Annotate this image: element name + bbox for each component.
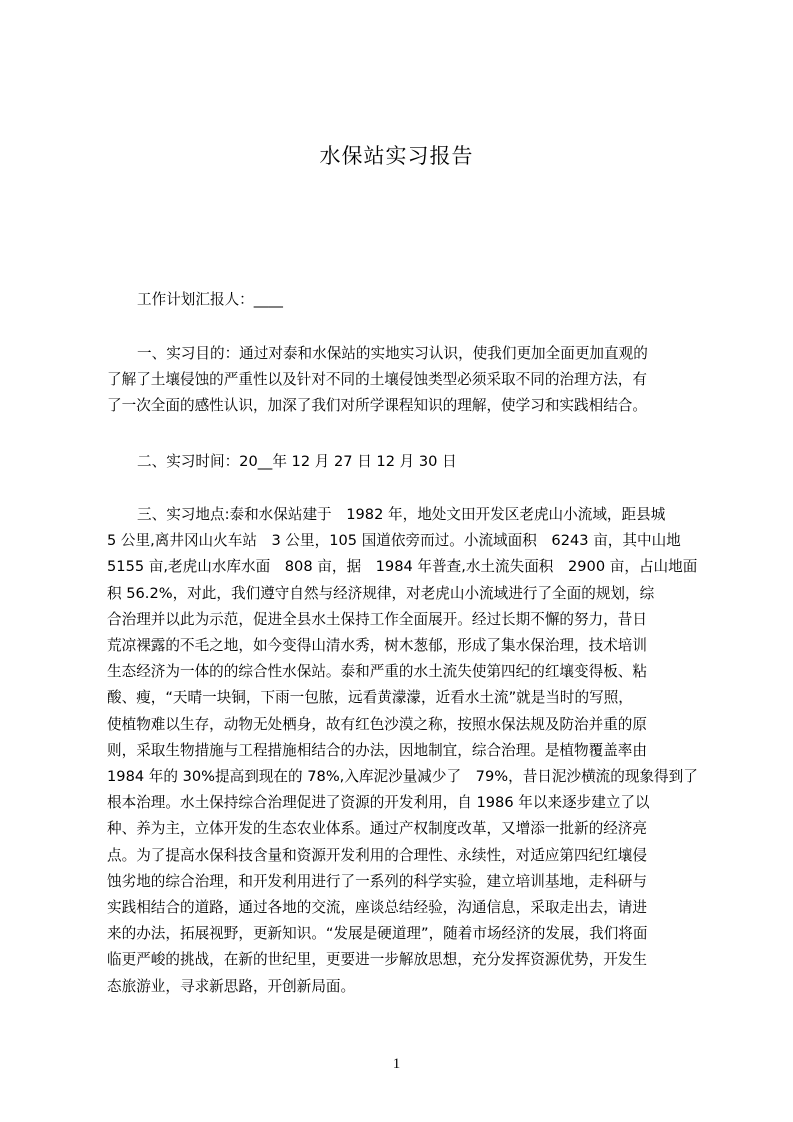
place-line: 使植物难以生存，动物无处栖身，故有红色沙漠之称，按照水保法规及防治并重的原 — [107, 715, 647, 733]
section-purpose — [107, 341, 707, 420]
place-line: 则，采取生物措施与工程措施相结合的办法，因地制宜，综合治理。是植物覆盖率由 — [107, 741, 647, 759]
page-number: 1 — [392, 1056, 401, 1072]
section-time — [107, 449, 707, 475]
reporter-line-text: 工作计划汇报人：____ — [137, 291, 283, 308]
purpose-line: 了一次全面的感性认识，加深了我们对所学课程知识的理解，使学习和实践相结合。 — [107, 397, 647, 415]
place-line: 酸、瘦，“天晴一块铜，下雨一包脓，远看黄濛濛，近看水土流”就是当时的写照， — [107, 689, 633, 707]
place-line: 5155 亩,老虎山水库水面 808 亩，据 1984 年普查,水土流失面积 2900 亩，占山地面 — [107, 558, 698, 576]
place-line: 1984 年的 30%提高到现在的 78%,入库泥沙量减少了 79%，昔日泥沙横流的现象得到了 — [107, 768, 698, 786]
place-line: 蚀劣地的综合治理，和开发利用进行了一系列的科学实验，建立培训基地，走科研与 — [107, 872, 647, 890]
document-title: 水保站实习报告 — [319, 144, 474, 168]
place-line: 临更严峻的挑战，在新的世纪里，更要进一步解放思想，充分发挥资源优势，开发生 — [107, 951, 647, 969]
place-line: 态旅游业，寻求新思路，开创新局面。 — [107, 977, 356, 995]
place-line: 积 56.2%，对此，我们遵守自然与经济规律，对老虎山小流域进行了全面的规划，综 — [107, 584, 655, 602]
place-line: 合治理并以此为示范，促进全县水土保持工作全面展开。经过长期不懈的努力，昔日 — [107, 610, 647, 628]
purpose-line: 一、实习目的：通过对泰和水保站的实地实习认识，使我们更加全面更加直观的 — [137, 345, 648, 362]
place-line: 来的办法，拓展视野，更新知识。“发展是硬道理”，随着市场经济的发展，我们将面 — [107, 925, 648, 943]
section-place — [107, 502, 707, 1000]
place-line: 生态经济为一体的的综合性水保站。泰和严重的水土流失使第四纪的红壤变得板、粘 — [107, 663, 647, 681]
place-line: 点。为了提高水保科技含量和资源开发利用的合理性、永续性，对适应第四纪红壤侵 — [107, 846, 647, 864]
purpose-line: 了解了土壤侵蚀的严重性以及针对不同的土壤侵蚀类型必须采取不同的治理方法，有 — [107, 371, 647, 389]
place-line: 三、实习地点:泰和水保站建于 1982 年，地处文田开发区老虎山小流域，距县城 — [137, 506, 666, 523]
place-line: 根本治理。水土保持综合治理促进了资源的开发利用，自 1986 年以来逐步建立了以 — [107, 794, 650, 812]
reporter-line — [107, 287, 707, 313]
time-line: 二、实习时间：20__年 12 月 27 日 12 月 30 日 — [137, 453, 457, 470]
place-line: 荒凉裸露的不毛之地，如今变得山清水秀，树木葱郁，形成了集水保治理，技术培训 — [107, 637, 647, 655]
place-line: 5 公里,离井冈山火车站 3 公里，105 国道依旁而过。小流域面积 6243 亩，其中山地 — [107, 532, 681, 550]
place-line: 实践相结合的道路，通过各地的交流，座谈总结经验，沟通信息，采取走出去，请进 — [107, 899, 647, 917]
place-line: 种、养为主，立体开发的生态农业体系。通过产权制度改革，又增添一批新的经济亮 — [107, 820, 647, 838]
